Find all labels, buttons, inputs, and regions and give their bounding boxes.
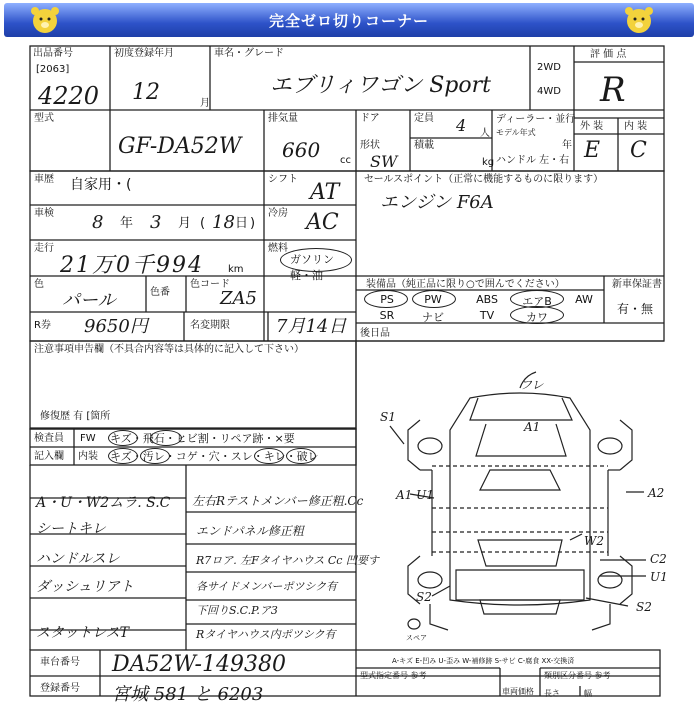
- score-label: 評 価 点: [590, 49, 627, 60]
- int-label: 内 装: [624, 121, 648, 132]
- sell-point-value: エンジン F6A: [380, 192, 494, 213]
- circle-mark: [364, 290, 408, 308]
- insp-paren-right: ): [250, 216, 256, 231]
- name-change-label: 名変期限: [190, 320, 230, 331]
- first-reg-year: 12: [132, 80, 160, 105]
- inspector-label: 検査員: [34, 433, 64, 444]
- handle-label: ハンドル 左・右: [496, 155, 570, 166]
- fuel-label: 燃料: [268, 243, 288, 254]
- equip-tv: TV: [479, 309, 495, 322]
- shift-label: シフト: [268, 174, 298, 185]
- equip-ps: PS: [380, 293, 394, 306]
- diagram-mark: S2: [636, 600, 652, 614]
- note-line: スタットレスT: [36, 625, 129, 641]
- equip-aw: AW: [575, 293, 593, 306]
- note-line: ダッシュリアト: [36, 579, 134, 595]
- equip-airbag: エアB: [522, 295, 552, 308]
- diagram-mark: フレ: [520, 378, 544, 392]
- first-reg-label: 初度登録年月: [114, 48, 174, 59]
- color-code-value: ZA5: [220, 288, 257, 309]
- dealer-label: ディーラー・並行: [496, 114, 576, 125]
- equipment-label: 装備品（純正品に限り○で囲んでください）: [366, 279, 565, 290]
- shape-value: SW: [370, 152, 398, 171]
- check-row-int-head: 内装: [78, 451, 98, 462]
- color-label: 色: [34, 279, 44, 290]
- warranty-options: 有・無: [616, 302, 653, 316]
- legend-cell: 車両価格: [502, 687, 534, 696]
- legend-cell: 類別区分番号 参考: [544, 671, 611, 680]
- ext-label: 外 装: [580, 121, 604, 132]
- r-ticket-label: R券: [34, 320, 51, 331]
- model-label: 型式: [34, 113, 54, 124]
- circle-mark: [254, 448, 284, 464]
- door-label: ドア: [360, 113, 380, 124]
- warranty-label: 新車保証書: [612, 279, 662, 290]
- circle-mark: [140, 448, 170, 464]
- color-code-label: 色コード: [190, 279, 230, 290]
- r-ticket-value: 9650円: [84, 316, 148, 337]
- equip-sr: SR: [379, 309, 395, 322]
- model-year-label: モデル年式: [496, 128, 536, 137]
- displacement-value: 660: [282, 138, 321, 162]
- legend-cell: 型式指定番号 参考: [360, 671, 427, 680]
- notes-label: 注意事項申告欄（不具合内容等は具体的に記入して下さい）: [34, 344, 304, 355]
- lot-sub-label: [2063]: [36, 64, 70, 75]
- circle-mark: [286, 448, 316, 464]
- diagram-mark: C2: [650, 552, 667, 566]
- note-line: ハンドルスレ: [36, 551, 120, 567]
- insp-day-unit: 日: [235, 216, 249, 231]
- year-unit: 年: [562, 140, 572, 151]
- circle-mark: [510, 306, 564, 324]
- banner-title: 完全ゼロ切りコーナー: [268, 12, 429, 30]
- capacity-value: 4: [456, 116, 467, 135]
- kg-unit: kg: [482, 157, 495, 168]
- model-value: GF-DA52W: [118, 134, 242, 159]
- wd4-label: 4WD: [537, 86, 561, 97]
- capacity-label: 定員: [414, 113, 434, 124]
- shape-label: 形状: [360, 140, 380, 151]
- name-change-value: 7月14日: [276, 316, 347, 337]
- fuel-gasoline: ガソリン: [290, 253, 334, 266]
- check-row-fw-items: キズ・飛石・ヒビ割・リペア跡・×要: [110, 432, 295, 445]
- mileage-label: 走行: [34, 243, 54, 254]
- ac-value: AC: [306, 210, 339, 235]
- equip-pw: PW: [424, 293, 442, 306]
- note-line: エンドパネル修正粗: [196, 524, 304, 538]
- note-line: R7ロア. 左Fタイヤハウス Cc 凹要す: [196, 554, 379, 567]
- cc-unit: cc: [340, 155, 351, 166]
- score-value: R: [600, 70, 626, 110]
- legend-cell: 幅: [584, 689, 592, 698]
- diagram-mark: U1: [650, 570, 668, 584]
- person-unit: 人: [480, 128, 490, 139]
- circle-mark: [108, 430, 138, 446]
- inspection-label: 車検: [34, 208, 54, 219]
- mileage-value: 21万0千994: [60, 253, 204, 278]
- reg-no-label: 登録番号: [40, 683, 80, 694]
- ext-score: E: [584, 138, 601, 163]
- legend-cell: 長さ: [544, 689, 560, 698]
- repair-label: 修復歴 有 [箇所: [40, 411, 111, 422]
- circle-mark: [150, 430, 182, 446]
- check-row-fw-head: FW: [80, 433, 96, 444]
- chassis-label: 車台番号: [40, 657, 80, 668]
- entry-label: 記入欄: [34, 451, 64, 462]
- spare-label: スペア: [406, 634, 427, 642]
- insp-year-unit: 年: [120, 216, 134, 231]
- diagram-mark: A1 U1: [396, 488, 434, 502]
- check-row-int-items: キズ・汚レ・コゲ・穴・スレ・キレ・破レ: [110, 450, 319, 463]
- note-line: 左右Rテストメンバー修正粗.Cc: [192, 494, 364, 508]
- diagram-mark: S1: [380, 410, 396, 424]
- chassis-value: DA52W-149380: [112, 652, 286, 677]
- insp-paren-left: (: [200, 216, 206, 231]
- int-score: C: [630, 138, 647, 163]
- diagram-mark: S2: [416, 590, 432, 604]
- ac-label: 冷房: [268, 208, 288, 219]
- car-name-value: エブリィワゴン Sport: [270, 73, 491, 98]
- circle-mark: [280, 248, 352, 272]
- diagram-mark: W2: [584, 534, 604, 548]
- circle-mark: [108, 448, 138, 464]
- insp-month-unit: 月: [178, 216, 192, 231]
- fuel-diesel: 軽・油: [290, 269, 323, 282]
- month-unit: 月: [200, 98, 210, 109]
- history-value: 自家用・(: [70, 177, 132, 193]
- equip-navi: ナビ: [422, 311, 444, 324]
- note-line: シートキレ: [36, 521, 106, 537]
- history-label: 車歴: [34, 174, 54, 185]
- late-label: 後日品: [360, 328, 390, 339]
- insp-year-value: 8: [92, 212, 104, 233]
- note-line: Rタイヤハウス内ポツシク有: [196, 628, 336, 641]
- load-label: 積載: [414, 140, 434, 151]
- insp-month-value: 3: [150, 212, 162, 233]
- color-no-label: 色番: [150, 287, 170, 298]
- note-line: 各サイドメンバーポツシク有: [196, 580, 338, 593]
- reg-no-value: 宮城 581 と 6203: [112, 684, 264, 705]
- note-line: A・U・W2ムラ. S.C: [36, 495, 171, 511]
- wd2-label: 2WD: [537, 62, 561, 73]
- sell-point-label: セールスポイント（正常に機能するものに限ります）: [364, 174, 604, 185]
- lot-no-label: 出品番号: [33, 48, 73, 59]
- diagram-mark: A2: [648, 486, 665, 500]
- damage-legend: A-キズ E-凹み U-歪み W-補修跡 S-サビ C-腐食 XX-交換済: [392, 657, 575, 665]
- displacement-label: 排気量: [268, 113, 298, 124]
- insp-day-value: 18: [212, 212, 235, 233]
- note-line: 下回りS.C.P.ア3: [196, 604, 278, 617]
- shift-value: AT: [310, 180, 340, 205]
- equip-leather: カワ: [526, 311, 548, 324]
- equip-abs: ABS: [476, 293, 498, 306]
- name-grade-label: 車名・グレード: [214, 48, 284, 59]
- circle-mark: [412, 290, 456, 308]
- color-value: パール: [62, 290, 116, 311]
- lot-no-value: 4220: [38, 82, 100, 110]
- km-unit: km: [228, 264, 244, 275]
- diagram-mark: A1: [524, 420, 541, 434]
